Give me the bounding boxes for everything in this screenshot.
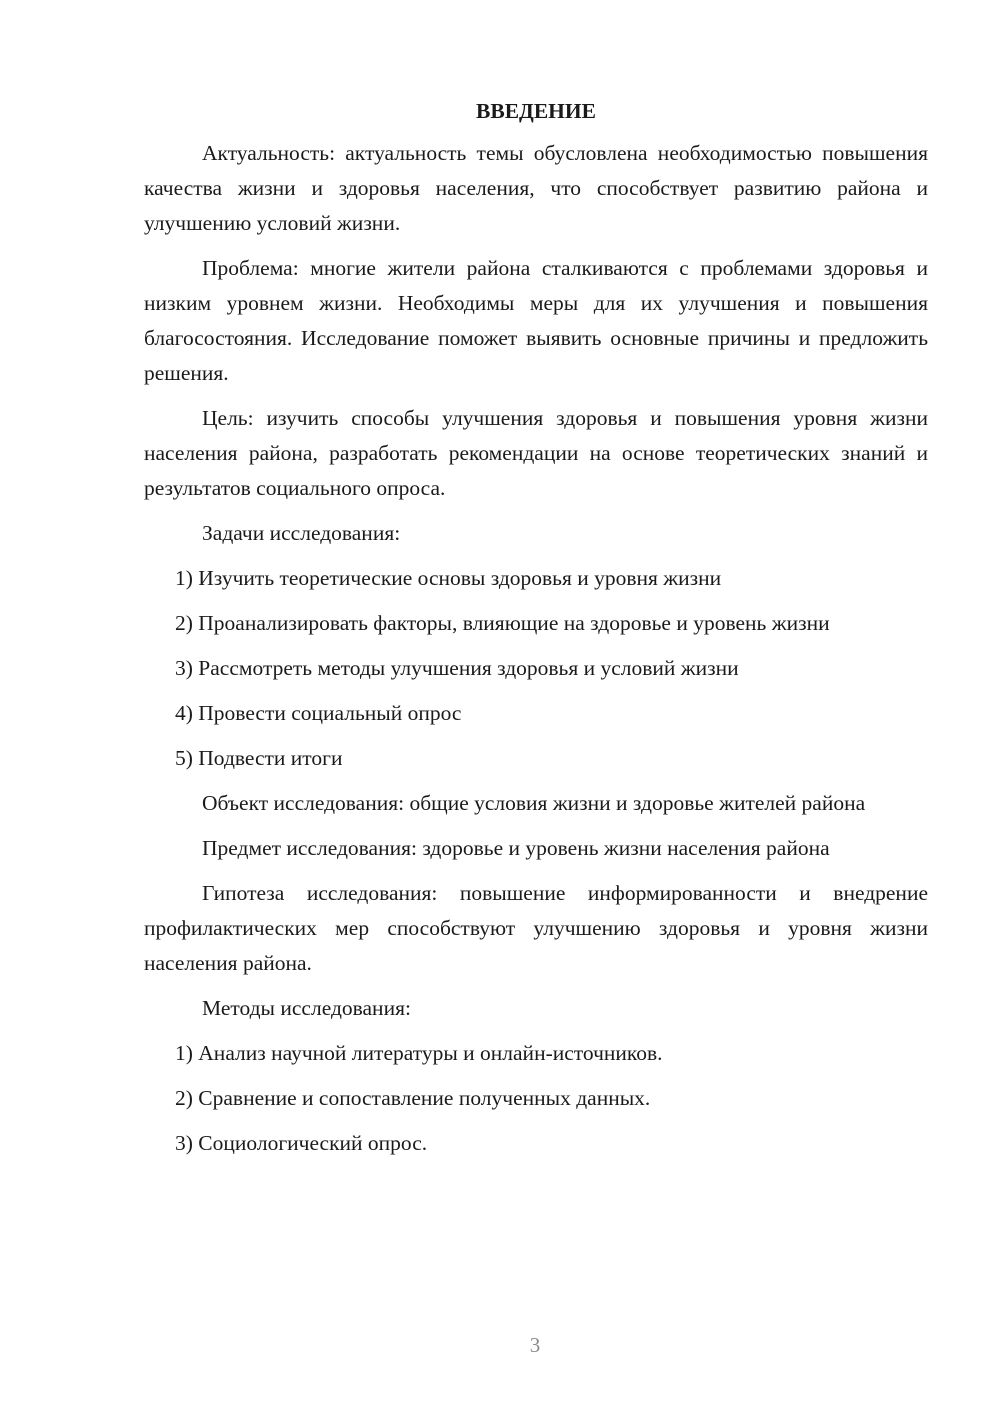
task-item-5: 5) Подвести итоги (175, 746, 343, 770)
subject-paragraph: Предмет исследования: здоровье и уровень жизни населения района (202, 836, 830, 860)
document-page (144, 96, 928, 1171)
task-item-1: 1) Изучить теоретические основы здоровья и уровня жизни (175, 566, 722, 590)
method-item-2: 2) Сравнение и сопоставление полученных данных. (175, 1086, 651, 1110)
page-number: 3 (529, 1333, 541, 1357)
task-item-3: 3) Рассмотреть методы улучшения здоровья и условий жизни (175, 656, 739, 680)
hypothesis-paragraph: Гипотеза исследования: повышение информированности и внедрение профилактических мер способствуют улучшению здоровья и уровня жизни населения района. (144, 881, 928, 975)
methods-title: Методы исследования: (202, 996, 411, 1020)
problem-paragraph: Проблема: многие жители района сталкиваются с проблемами здоровья и низким уровнем жизни. Необходимы меры для их улучшения и повышения благосостояния. Исследование поможет выявить основные причины и предложить решения. (144, 256, 928, 385)
task-item-4: 4) Провести социальный опрос (175, 701, 462, 725)
goal-paragraph: Цель: изучить способы улучшения здоровья и повышения уровня жизни населения района, разработать рекомендации на основе теоретических знаний и результатов социального опроса. (144, 406, 928, 500)
method-item-1: 1) Анализ научной литературы и онлайн-источников. (175, 1041, 663, 1065)
section-heading: ВВЕДЕНИЕ (476, 99, 596, 123)
method-item-3: 3) Социологический опрос. (175, 1131, 428, 1155)
object-paragraph: Объект исследования: общие условия жизни и здоровье жителей района (202, 791, 866, 815)
tasks-title: Задачи исследования: (202, 521, 401, 545)
task-item-2: 2) Проанализировать факторы, влияющие на здоровье и уровень жизни (175, 611, 830, 635)
relevance-paragraph: Актуальность: актуальность темы обусловлена необходимостью повышения качества жизни и здоровья населения, что способствует развитию района и улучшению условий жизни. (144, 141, 928, 235)
